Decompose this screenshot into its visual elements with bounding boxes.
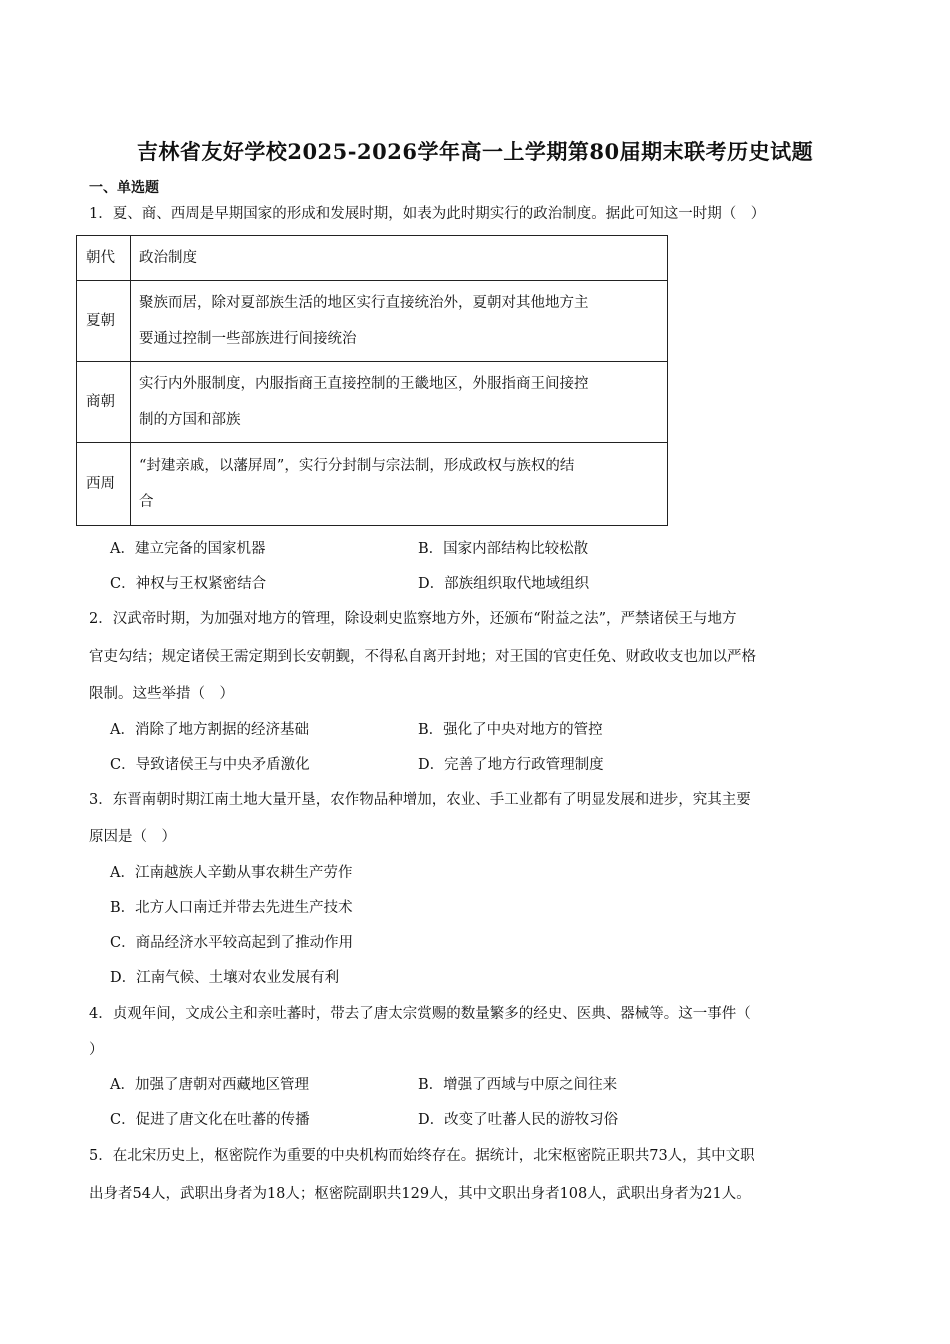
- table-row: [77, 362, 668, 443]
- table-cell-dynasty: 商朝: [77, 362, 131, 443]
- table-row: [77, 443, 668, 526]
- q1-option-b[interactable]: B．国家内部结构比较松散: [418, 541, 589, 557]
- question-1-stem: 1．夏、商、西周是早期国家的形成和发展时期，如表为此时期实行的政治制度。据此可知这一时期（ ）: [89, 206, 766, 222]
- question-4-line: ）: [89, 1042, 104, 1058]
- question-5-line: 出身者54人，武职出身者为18人；枢密院副职共129人，其中文职出身者108人，武职出身者为21人。: [89, 1186, 751, 1202]
- question-4-line: 4．贞观年间，文成公主和亲吐蕃时，带去了唐太宗赏赐的数量繁多的经史、医典、器械等。这一事件（: [89, 1006, 751, 1022]
- table-cell-line: 要通过控制一些部族进行间接统治: [139, 331, 357, 347]
- table-cell-dynasty: 西周: [77, 443, 131, 526]
- section-heading: 一、单选题: [89, 180, 159, 196]
- table-cell-line: 制的方国和部族: [139, 412, 241, 428]
- table-header-row: [77, 236, 668, 281]
- table-cell-line: 合: [139, 494, 154, 510]
- table-cell-dynasty: 夏朝: [77, 281, 131, 362]
- table-cell-system: [131, 281, 668, 362]
- page-title: 吉林省友好学校2025-2026学年高一上学期第80届期末联考历史试题: [136, 139, 814, 164]
- question-2-line: 官吏勾结；规定诸侯王需定期到长安朝觐，不得私自离开封地；对王国的官吏任免、财政收支也加以严格: [89, 649, 756, 665]
- question-3-line: 3．东晋南朝时期江南土地大量开垦，农作物品种增加，农业、手工业都有了明显发展和进步，究其主要: [89, 792, 751, 808]
- q2-option-d[interactable]: D．完善了地方行政管理制度: [418, 757, 604, 773]
- q1-option-d[interactable]: D．部族组织取代地域组织: [418, 576, 590, 592]
- table-cell-line: 实行内外服制度，内服指商王直接控制的王畿地区，外服指商王间接控: [139, 376, 589, 392]
- table-cell-line: “封建亲戚，以藩屏周”，实行分封制与宗法制，形成政权与族权的结: [139, 458, 575, 474]
- q4-option-a[interactable]: A．加强了唐朝对西藏地区管理: [110, 1077, 309, 1093]
- political-system-table: [76, 235, 668, 526]
- q4-option-c[interactable]: C．促进了唐文化在吐蕃的传播: [110, 1112, 310, 1128]
- q4-option-b[interactable]: B．增强了西域与中原之间往来: [418, 1077, 618, 1093]
- table-row: [77, 281, 668, 362]
- question-2-line: 限制。这些举措（ ）: [89, 686, 234, 702]
- question-3-line: 原因是（ ）: [89, 829, 176, 845]
- table-cell-system: [131, 362, 668, 443]
- table-cell-system: [131, 443, 668, 526]
- table-header-system: 政治制度: [131, 236, 668, 281]
- q2-option-c[interactable]: C．导致诸侯王与中央矛盾激化: [110, 757, 310, 773]
- q2-option-b[interactable]: B．强化了中央对地方的管控: [418, 722, 603, 738]
- q3-option-d[interactable]: D．江南气候、土壤对农业发展有利: [110, 970, 340, 986]
- question-2-line: 2．汉武帝时期，为加强对地方的管理，除设刺史监察地方外，还颁布“附益之法”，严禁诸侯王与地方: [89, 611, 737, 627]
- q4-option-d[interactable]: D．改变了吐蕃人民的游牧习俗: [418, 1112, 619, 1128]
- q3-option-c[interactable]: C．商品经济水平较高起到了推动作用: [110, 935, 354, 951]
- question-5-line: 5．在北宋历史上，枢密院作为重要的中央机构而始终存在。据统计，北宋枢密院正职共73人，其中文职: [89, 1148, 755, 1164]
- q3-option-a[interactable]: A．江南越族人辛勤从事农耕生产劳作: [110, 865, 353, 881]
- q3-option-b[interactable]: B．北方人口南迁并带去先进生产技术: [110, 900, 353, 916]
- q1-option-a[interactable]: A．建立完备的国家机器: [110, 541, 266, 557]
- table-cell-line: 聚族而居，除对夏部族生活的地区实行直接统治外，夏朝对其他地方主: [139, 295, 589, 311]
- q2-option-a[interactable]: A．消除了地方割据的经济基础: [110, 722, 309, 738]
- table-header-dynasty: 朝代: [77, 236, 131, 281]
- q1-option-c[interactable]: C．神权与王权紧密结合: [110, 576, 267, 592]
